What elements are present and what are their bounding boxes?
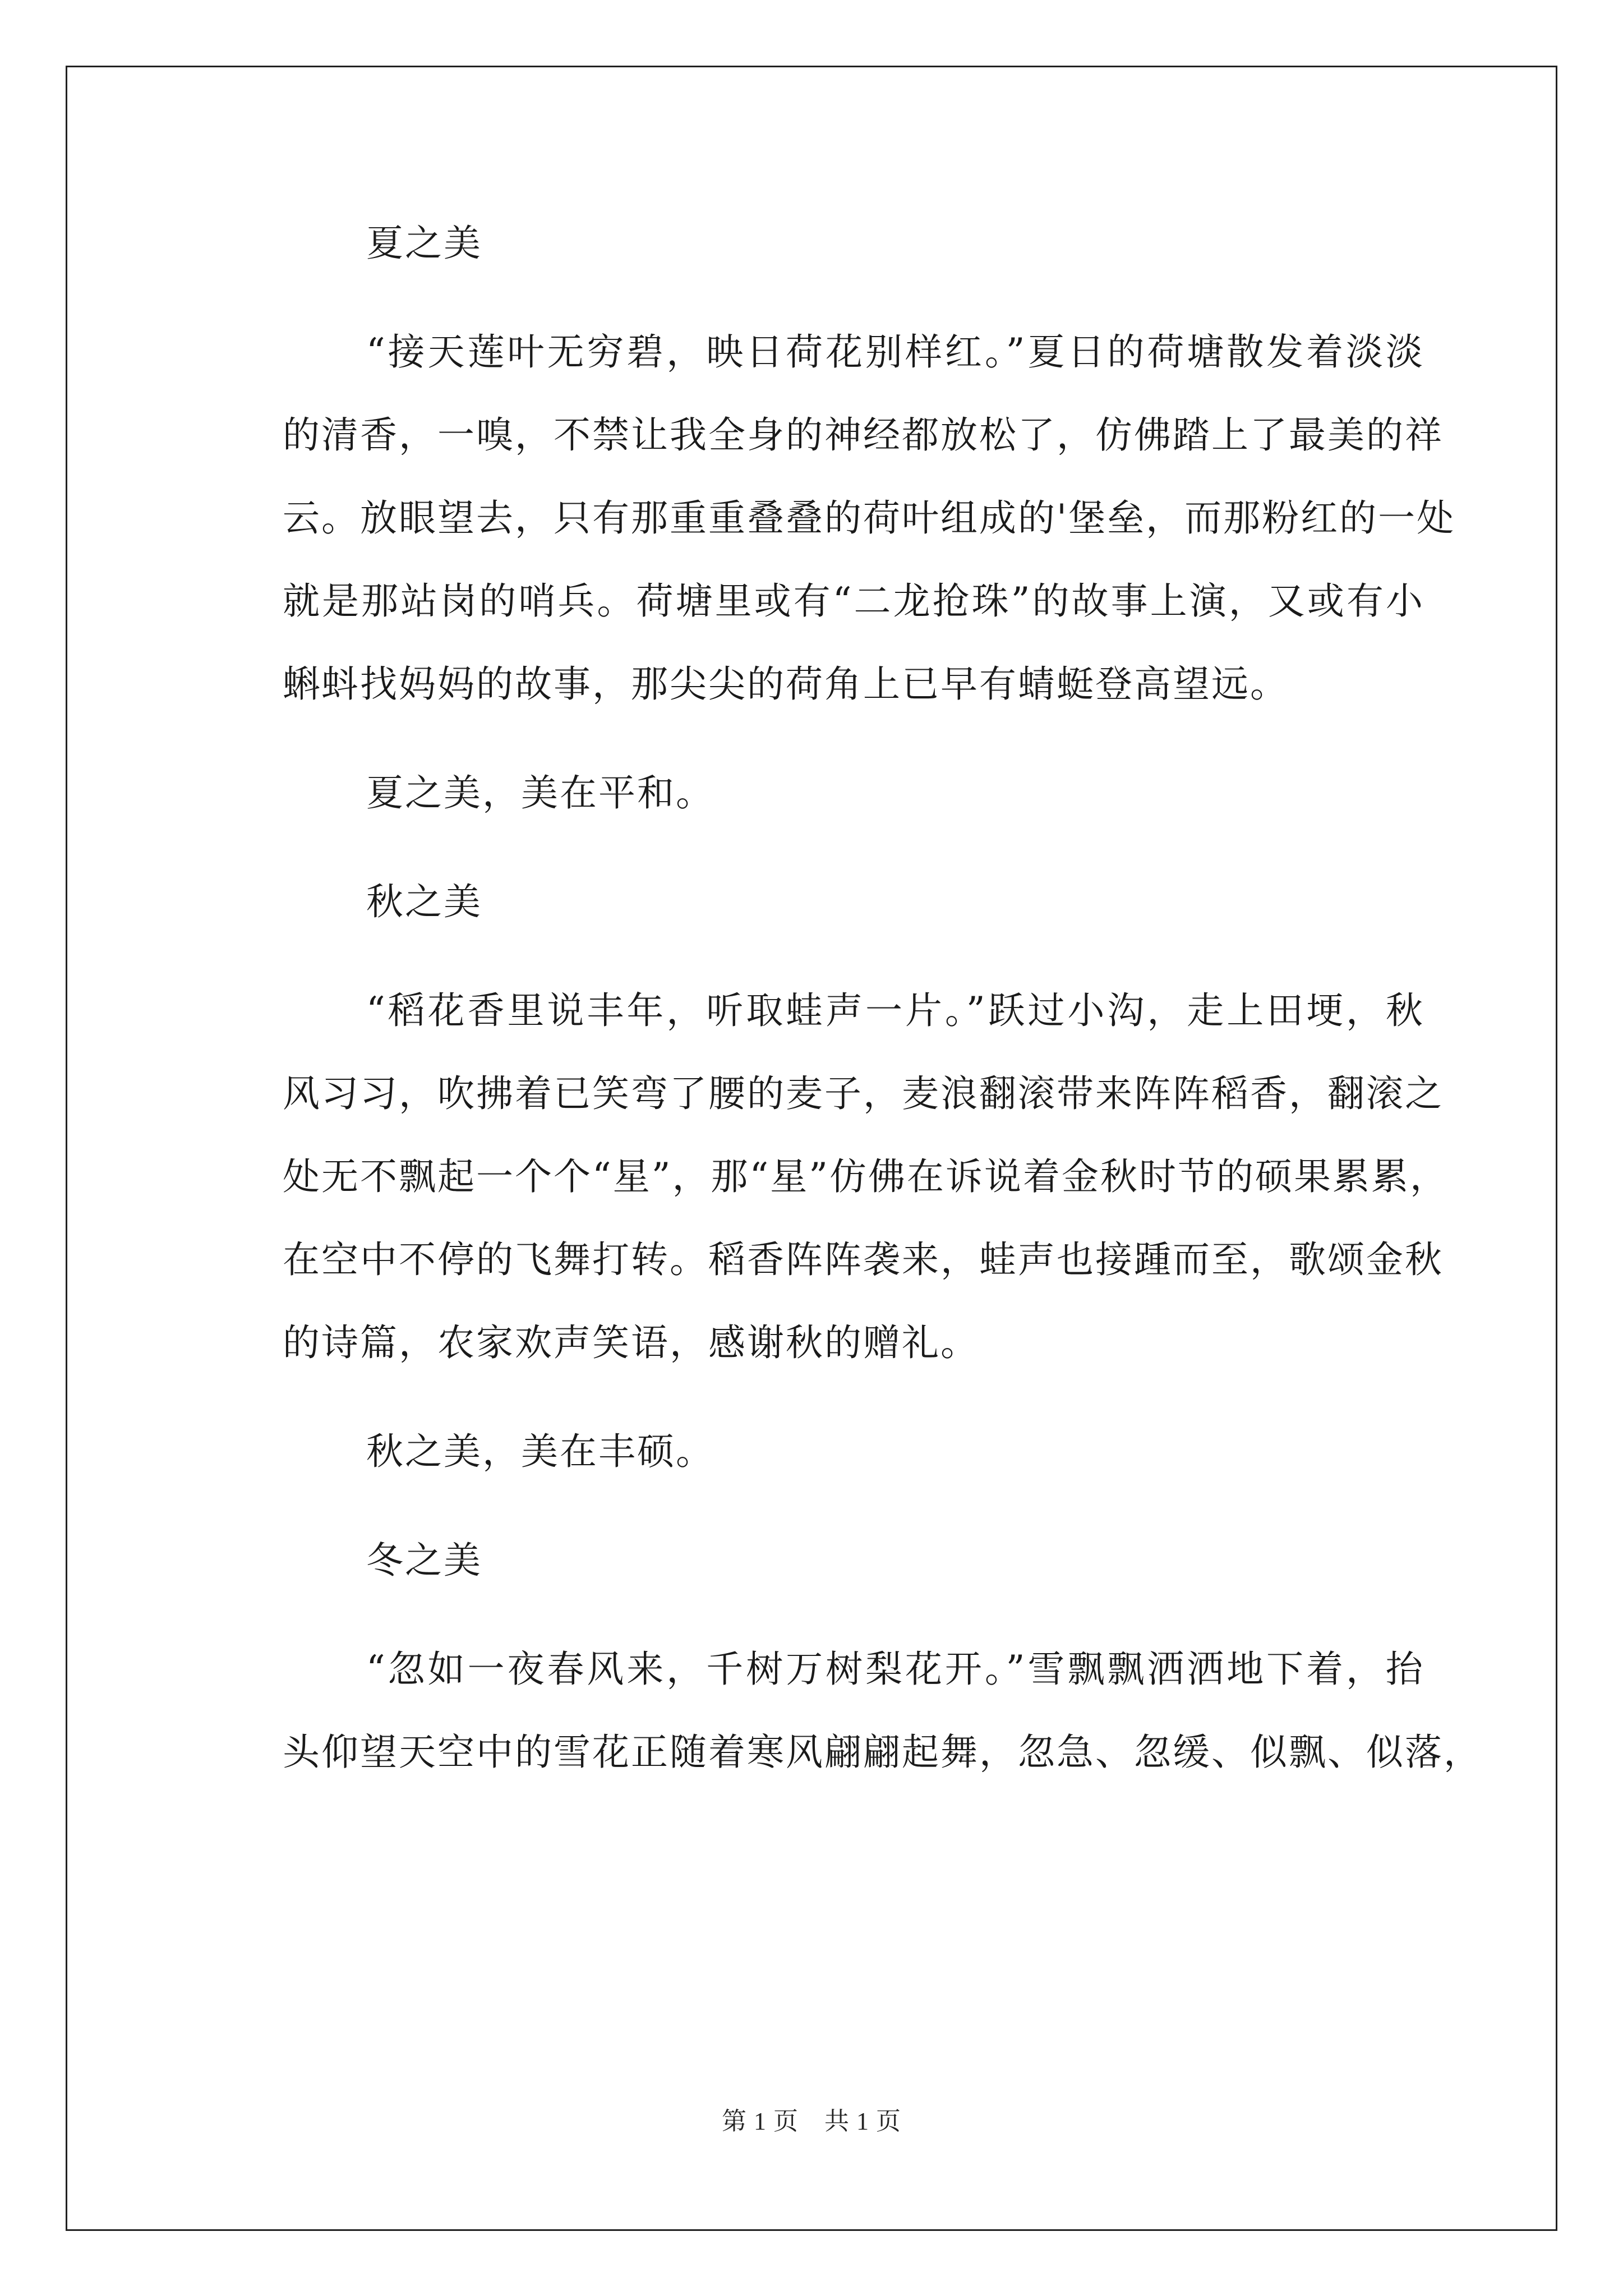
text-line: 秋之美，美在丰硕。 bbox=[366, 1430, 714, 1473]
text-line: 云。放眼望去，只有那重重叠叠的荷叶组成的'堡垒，而那粉红的一处 bbox=[283, 496, 1456, 540]
summary-autumn bbox=[199, 1410, 1424, 1493]
section-heading-winter bbox=[199, 1519, 1424, 1602]
text-line: “接天莲叶无穷碧，映日荷花别样红。”夏日的荷塘散发着淡淡 bbox=[366, 330, 1424, 374]
summary-summer bbox=[199, 752, 1424, 835]
text-line: 就是那站岗的哨兵。荷塘里或有“二龙抢珠”的故事上演，又或有小 bbox=[283, 579, 1424, 623]
page-footer bbox=[0, 2101, 1623, 2137]
document-body bbox=[199, 202, 1482, 1820]
paragraph-summer bbox=[199, 311, 1456, 726]
text-line: 处无不飘起一个个“星”，那“星”仿佛在诉说着金秋时节的硕果累累， bbox=[283, 1155, 1449, 1198]
text-line: 风习习，吹拂着已笑弯了腰的麦子，麦浪翻滚带来阵阵稻香，翻滚之 bbox=[283, 1072, 1444, 1115]
text-line: “稻花香里说丰年，听取蛙声一片。”跃过小沟，走上田埂，秋 bbox=[366, 989, 1424, 1032]
section-heading-summer bbox=[199, 202, 1424, 285]
text-line: 在空中不停的飞舞打转。稻香阵阵袭来，蛙声也接踵而至，歌颂金秋 bbox=[283, 1238, 1444, 1281]
text-line: 冬之美 bbox=[366, 1539, 482, 1582]
text-line: 的清香，一嗅，不禁让我全身的神经都放松了，仿佛踏上了最美的祥 bbox=[283, 413, 1444, 457]
text-line: 的诗篇，农家欢声笑语，感谢秋的赠礼。 bbox=[283, 1321, 979, 1364]
page-total: 共 1 页 bbox=[824, 2108, 901, 2135]
text-line: 头仰望天空中的雪花正随着寒风翩翩起舞，忽急、忽缓、似飘、似落， bbox=[283, 1731, 1482, 1774]
paragraph-autumn bbox=[199, 969, 1449, 1384]
page-number: 第 1 页 bbox=[722, 2108, 799, 2135]
text-line: 夏之美，美在平和。 bbox=[366, 771, 714, 815]
text-line: “忽如一夜春风来，千树万树梨花开。”雪飘飘洒洒地下着，抬 bbox=[366, 1648, 1424, 1691]
section-heading-autumn bbox=[199, 861, 1424, 944]
text-line: 秋之美 bbox=[366, 880, 482, 923]
paragraph-winter bbox=[199, 1628, 1482, 1794]
text-line: 夏之美 bbox=[366, 222, 482, 265]
text-line: 蝌蚪找妈妈的故事，那尖尖的荷角上已早有蜻蜓登高望远。 bbox=[283, 662, 1289, 706]
